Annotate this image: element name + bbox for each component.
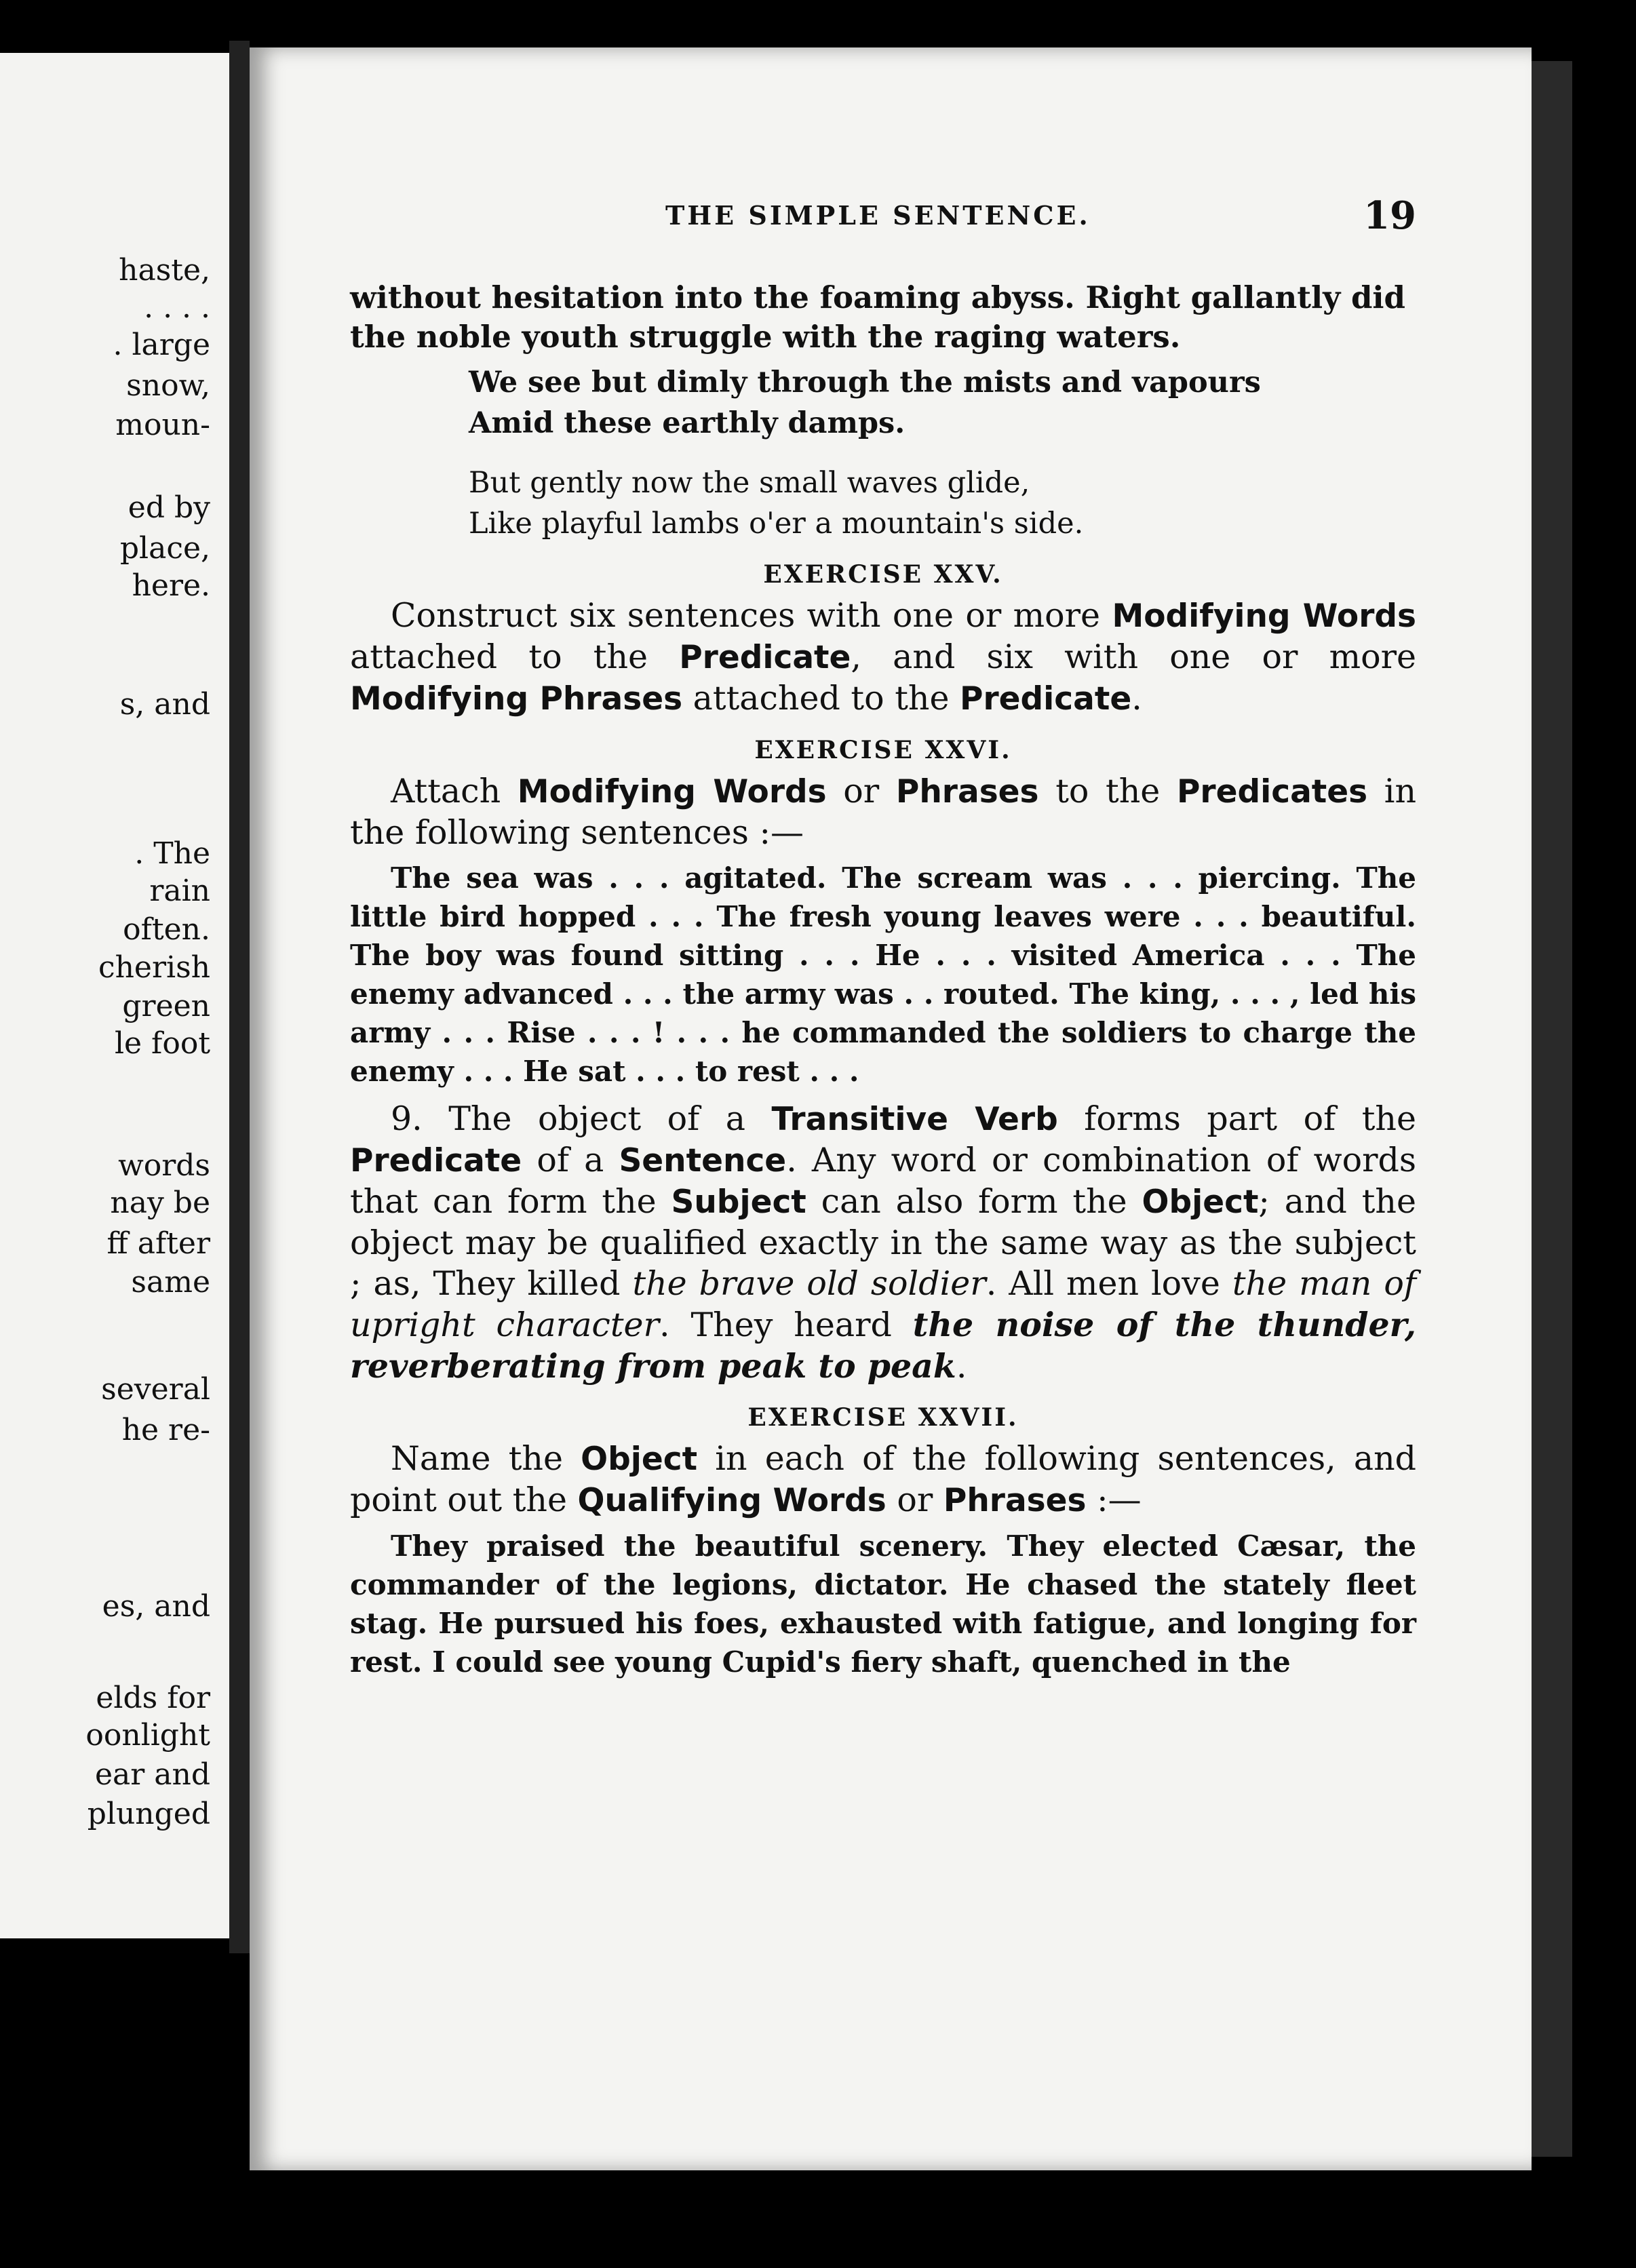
left-page-text: he re- bbox=[121, 1413, 210, 1447]
left-page-text: snow, bbox=[126, 368, 210, 403]
exercise-title: EXERCISE XXVII. bbox=[747, 1403, 1019, 1432]
left-page-text: rain bbox=[149, 874, 210, 908]
exercise-instruction: Construct six sentences with one or more Modifying Words attached to the Predicate, and six with one or more Modifying Phrases attached to the Predicate. bbox=[350, 596, 1416, 718]
book-edge bbox=[1532, 61, 1572, 2157]
exercise-body: They praised the beautiful scenery. They elected Cæsar, the commander of the legions, dictator. He chased the stately fleet stag. He pursued his foes, exhausted with fatigue, and longing for rest. I could see young Cupid's fiery shaft, quenched in the bbox=[350, 1529, 1416, 1679]
verse-line: Like playful lambs o'er a mountain's side. bbox=[469, 507, 1084, 541]
left-page-text: several bbox=[101, 1372, 210, 1407]
left-page-text: s, and bbox=[119, 687, 210, 722]
verse-line: Amid these earthly damps. bbox=[469, 406, 905, 440]
left-page-fragment bbox=[0, 53, 229, 1938]
left-page-text: elds for bbox=[96, 1681, 210, 1715]
left-page-text: green bbox=[122, 989, 210, 1023]
left-page-text: moun- bbox=[115, 408, 210, 442]
left-page-text: ff after bbox=[106, 1226, 210, 1261]
page-body bbox=[350, 278, 1416, 1681]
verse-line: But gently now the small waves glide, bbox=[469, 466, 1030, 500]
left-page-text: often. bbox=[123, 912, 210, 947]
left-page-text: place, bbox=[119, 531, 210, 566]
verse-line: We see but dimly through the mists and vapours bbox=[469, 366, 1261, 399]
left-page-text: . The bbox=[134, 836, 210, 871]
opening-line: without hesitation into the foaming abyss. Right gallantly did bbox=[350, 279, 1405, 315]
page-number: 19 bbox=[1363, 193, 1416, 238]
left-page-text: words bbox=[118, 1148, 210, 1183]
exercise-title: EXERCISE XXVI. bbox=[754, 736, 1012, 764]
left-page-text: es, and bbox=[102, 1589, 210, 1624]
left-page-text: haste, bbox=[119, 253, 210, 288]
exercise-instruction: Name the Object in each of the following sentences, and point out the Qualifying Words or Phrases :— bbox=[350, 1439, 1416, 1519]
left-page-text: plunged bbox=[87, 1797, 210, 1831]
exercise-body: The sea was . . . agitated. The scream was . . . piercing. The little bird hopped . . . The fresh young leaves were . . . beautiful. The boy was found sitting . . . He . . . visited America . . . The enemy advanced . . . the army was . . routed. The king, . . . , led his army . . . Rise . . . ! . . . he commanded the soldiers to charge the enemy . . . He sat . . . to rest . . . bbox=[350, 861, 1416, 1088]
left-page-text: nay be bbox=[110, 1186, 210, 1220]
exercise-title: EXERCISE XXV. bbox=[763, 560, 1003, 589]
left-page-text: . . . . bbox=[144, 290, 210, 325]
exercise-instruction: Attach Modifying Words or Phrases to the Predicates in the following sentences :— bbox=[350, 772, 1417, 852]
paragraph-9: 9. The object of a Transitive Verb forms part of the Predicate of a Sentence. Any word or combination of words that can form the Subject can also form the Object; and the object may be qualified exactly in the same way as the subject ; as, They killed the brave old soldier. All men love the man of upright character. They heard the noise of the thunder, reverberating from peak to peak. bbox=[350, 1099, 1417, 1386]
page-header bbox=[350, 193, 1416, 241]
book-gutter bbox=[229, 41, 250, 1953]
opening-line: the noble youth struggle with the raging waters. bbox=[350, 319, 1181, 355]
left-page-text: le foot bbox=[114, 1026, 210, 1061]
left-page-text: ed by bbox=[128, 490, 210, 525]
left-page-text: here. bbox=[132, 568, 210, 603]
left-page-text: ear and bbox=[94, 1757, 210, 1792]
left-page-text: oonlight bbox=[85, 1718, 210, 1753]
left-page-text: . large bbox=[113, 328, 210, 362]
book-page bbox=[250, 47, 1532, 2170]
left-page-text: cherish bbox=[98, 950, 210, 985]
running-head: THE SIMPLE SENTENCE. bbox=[665, 200, 1091, 231]
left-page-text: same bbox=[131, 1265, 210, 1299]
